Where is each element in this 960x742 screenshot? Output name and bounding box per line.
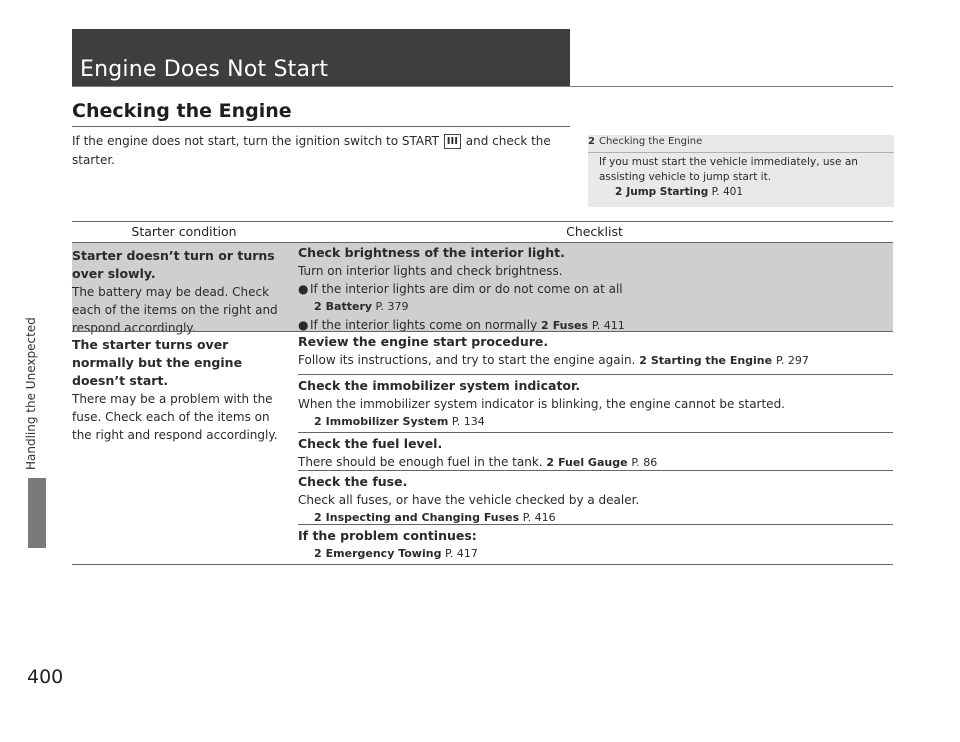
check-reference[interactable] [298,413,893,431]
section-divider [72,126,570,127]
note-title-row [588,136,702,147]
ref-page: P. 417 [444,547,478,560]
ref-page: P. 416 [522,511,556,524]
check-title: Check brightness of the interior light. [298,245,565,260]
ref-label[interactable]: Immobilizer System [325,415,449,428]
bullet-icon: ● [298,282,309,296]
ref-label[interactable]: Battery [325,300,373,313]
note-ref-page: P. 401 [711,186,744,198]
checklist-item [298,434,893,472]
condition-title: The starter turns over normally but the engine doesn’t start. [72,337,243,388]
intro-paragraph [72,132,560,170]
ref-label[interactable]: Inspecting and Changing Fuses [325,511,520,524]
ref-label[interactable]: Starting the Engine [650,354,773,367]
item-divider [298,432,893,433]
reference-arrow-icon: 2 [314,300,322,313]
check-description: Turn on interior lights and check brightness. [298,264,563,278]
ref-label[interactable]: Fuel Gauge [558,456,628,469]
bullet-text: If the interior lights come on normally [310,318,538,332]
check-title: Check the fuel level. [298,436,443,451]
note-marker-icon: 2 [588,136,595,147]
check-description: When the immobilizer system indicator is blinking, the engine cannot be started. [298,397,785,411]
condition-cell [72,247,284,337]
bullet-text: If the interior lights are dim or do not come on at all [310,282,623,296]
intro-text-end: and check the starter. [72,134,551,167]
reference-arrow-icon: 2 [639,354,647,367]
ref-page: P. 134 [451,415,485,428]
condition-title: Starter doesn’t turn or turns over slowly. [72,248,275,281]
bullet-icon: ● [298,318,309,332]
check-reference[interactable] [298,545,893,563]
item-divider [298,470,893,471]
note-title: Checking the Engine [598,136,703,147]
check-title: Review the engine start procedure. [298,334,549,349]
note-ref-label[interactable]: Jump Starting [626,186,709,198]
header-starter-condition: Starter condition [131,224,237,239]
ref-label[interactable]: Emergency Towing [325,547,442,560]
check-title: Check the immobilizer system indicator. [298,378,581,393]
ref-label[interactable]: Fuses [552,319,589,332]
page-number: 400 [27,666,64,688]
check-description: Check all fuses, or have the vehicle checked by a dealer. [298,493,640,507]
chapter-side-label: Handling the Unexpected [24,317,38,470]
reference-arrow-icon: 2 [314,547,322,560]
reference-arrow-icon: 2 [314,415,322,428]
page-title: Engine Does Not Start [80,57,329,82]
check-title: Check the fuse. [298,474,408,489]
reference-arrow-icon: 2 [541,319,549,332]
check-text: There should be enough fuel in the tank. [298,455,543,469]
check-title: If the problem continues: [298,528,477,543]
condition-description: The battery may be dead. Check each of the items on the right and respond accordingly. [72,285,278,335]
reference-arrow-icon: 2 [615,186,623,198]
ignition-position-badge: III [444,134,461,149]
check-text: Follow its instructions, and try to start the engine again. [298,353,636,367]
check-description [298,351,893,370]
note-body [599,155,889,200]
condition-description: There may be a problem with the fuse. Check each of the items on the right and respond accordingly. [72,392,278,442]
chapter-tab-marker [28,478,46,548]
side-note [588,135,894,207]
table-header [72,221,893,242]
check-bullet [298,280,893,298]
ref-page: P. 297 [775,354,809,367]
table-row [72,242,893,335]
header-checklist: Checklist [566,224,623,239]
ref-page: P. 379 [375,300,409,313]
checklist-item [298,332,893,370]
reference-arrow-icon: 2 [314,511,322,524]
section-title: Checking the Engine [72,100,292,122]
note-divider [588,152,894,153]
item-divider [298,524,893,525]
item-divider [298,374,893,375]
checklist-item [298,376,893,431]
reference-arrow-icon: 2 [546,456,555,469]
ref-page: P. 411 [591,319,625,332]
chapter-title-bar [72,29,570,86]
note-reference[interactable] [599,185,889,200]
diagnosis-table [72,221,893,565]
intro-text-start: If the engine does not start, turn the ignition switch to START [72,134,439,148]
condition-cell [72,336,284,444]
ref-page: P. 86 [631,456,658,469]
title-divider [72,86,893,87]
note-text: If you must start the vehicle immediately, use an assisting vehicle to jump start it. [599,156,858,183]
check-reference[interactable] [298,298,893,316]
checklist-item [298,526,893,563]
table-row [72,331,893,565]
checklist-item [298,472,893,527]
checklist-cell [298,243,893,335]
